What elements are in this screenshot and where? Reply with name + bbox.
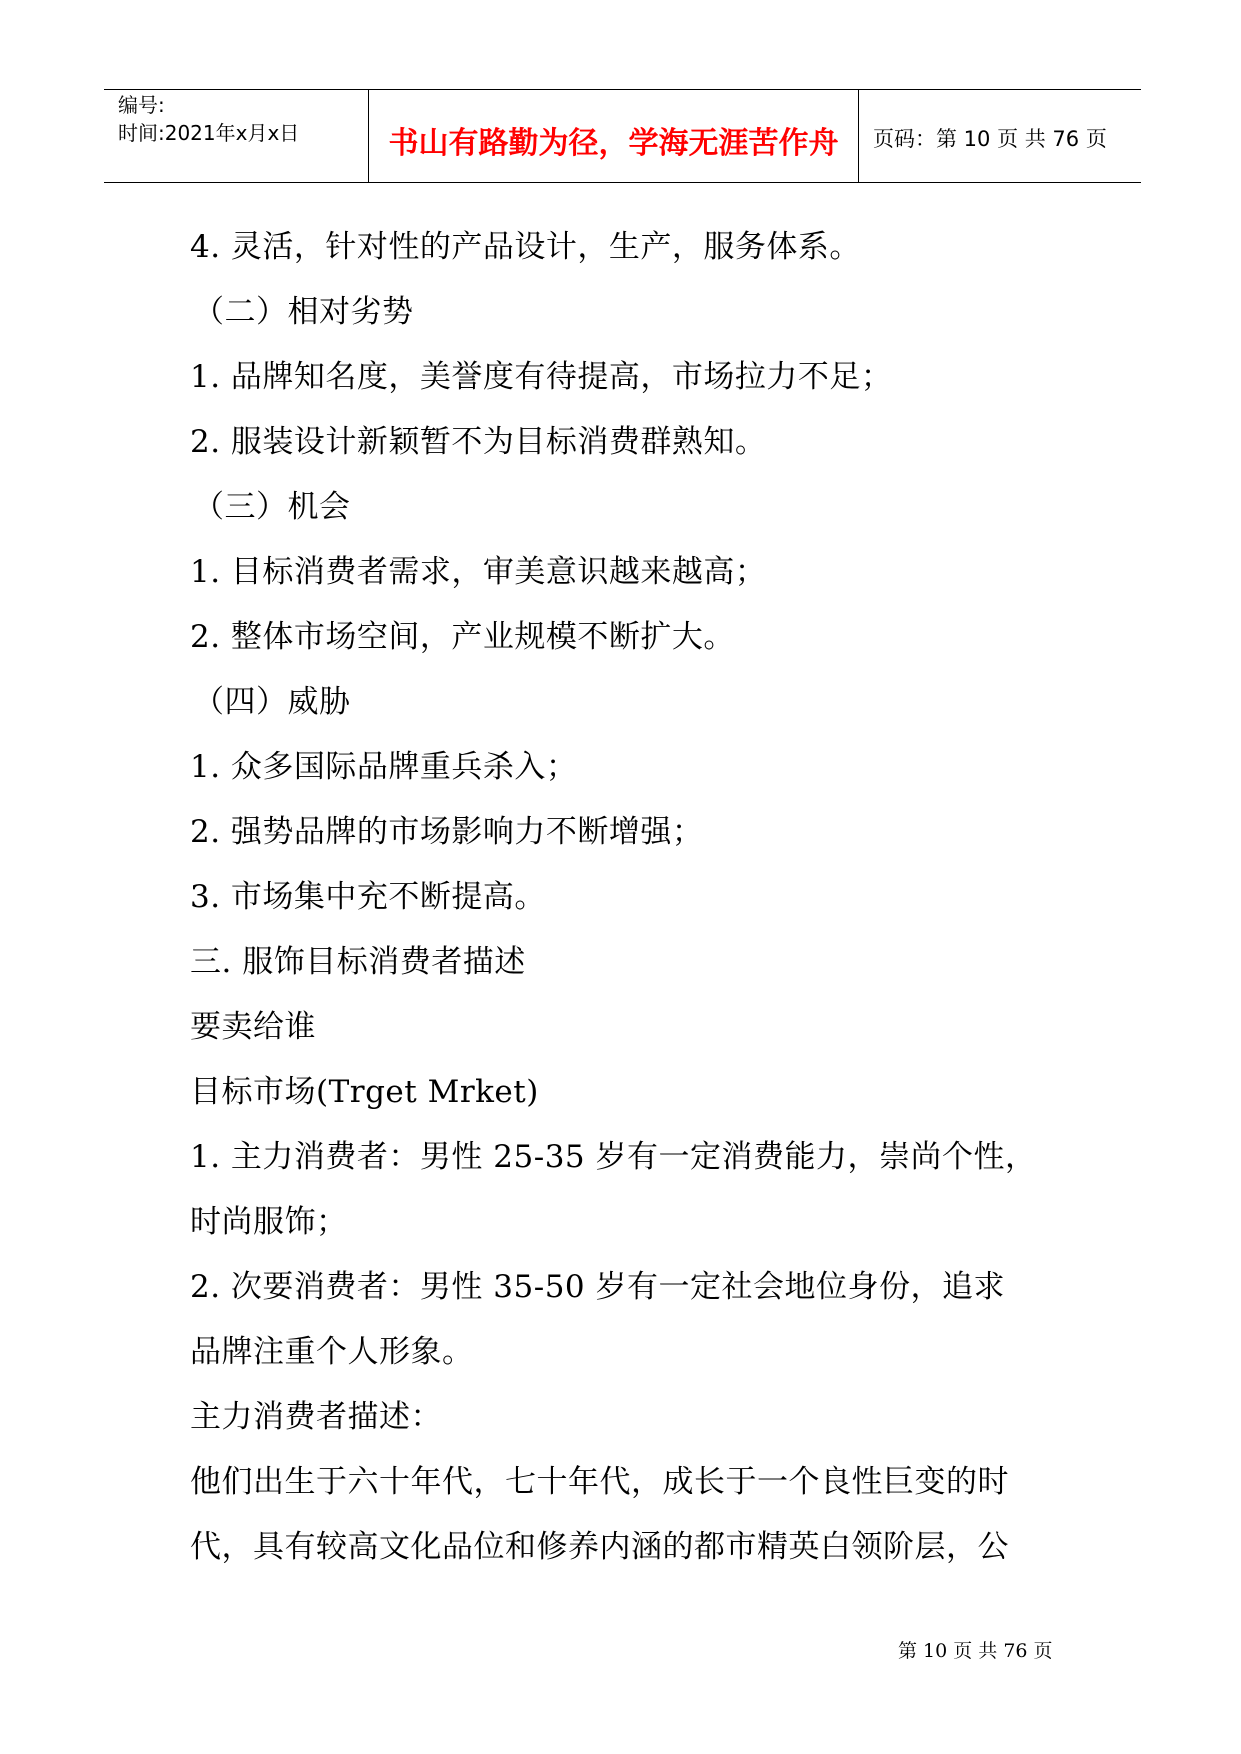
body-line: 主力消费者描述： [190,1399,442,1435]
time-label: 时间:2021年x月x日 [118,121,300,145]
header-bottom-rule [104,182,1141,183]
section-heading: （二）相对劣势 [193,294,414,330]
header-page-label: 页码：第 10 页 共 76 页 [873,127,1107,151]
body-line: 品牌注重个人形象。 [190,1334,474,1370]
section-heading: （三）机会 [193,489,351,525]
header-top-rule [104,89,1141,90]
header-separator-right [858,89,859,183]
body-line: 目标市场(Trget Mrket) [190,1074,539,1110]
body-line: 2. 次要消费者：男性 35-50 岁有一定社会地位身份，追求 [190,1269,1006,1305]
code-label: 编号: [118,93,165,117]
body-line: 3. 市场集中充不断提高。 [190,879,546,915]
header-separator-left [368,89,369,183]
section-heading: 三. 服饰目标消费者描述 [190,944,526,980]
body-line: 他们出生于六十年代，七十年代，成长于一个良性巨变的时 [190,1464,1009,1500]
body-line: 代，具有较高文化品位和修养内涵的都市精英白领阶层，公 [190,1529,1009,1565]
section-heading: （四）威胁 [193,684,351,720]
body-line: 1. 主力消费者：男性 25-35 岁有一定消费能力，崇尚个性， [190,1139,1037,1175]
header-meta [118,91,299,147]
body-line: 时尚服饰； [190,1204,348,1240]
body-line: 1. 目标消费者需求，审美意识越来越高； [190,554,767,590]
header-motto: 书山有路勤为径，学海无涯苦作舟 [388,126,839,161]
body-line: 1. 众多国际品牌重兵杀入； [190,749,578,785]
body-line: 2. 服装设计新颖暂不为目标消费群熟知。 [190,424,767,460]
body-line: 2. 强势品牌的市场影响力不断增强； [190,814,704,850]
body-line: 4. 灵活，针对性的产品设计，生产，服务体系。 [190,229,861,265]
document-body [190,215,1070,1580]
body-line: 1. 品牌知名度，美誉度有待提高，市场拉力不足； [190,359,893,395]
body-line: 要卖给谁 [190,1009,316,1045]
page-footer: 第 10 页 共 76 页 [898,1640,1053,1662]
body-line: 2. 整体市场空间，产业规模不断扩大。 [190,619,735,655]
